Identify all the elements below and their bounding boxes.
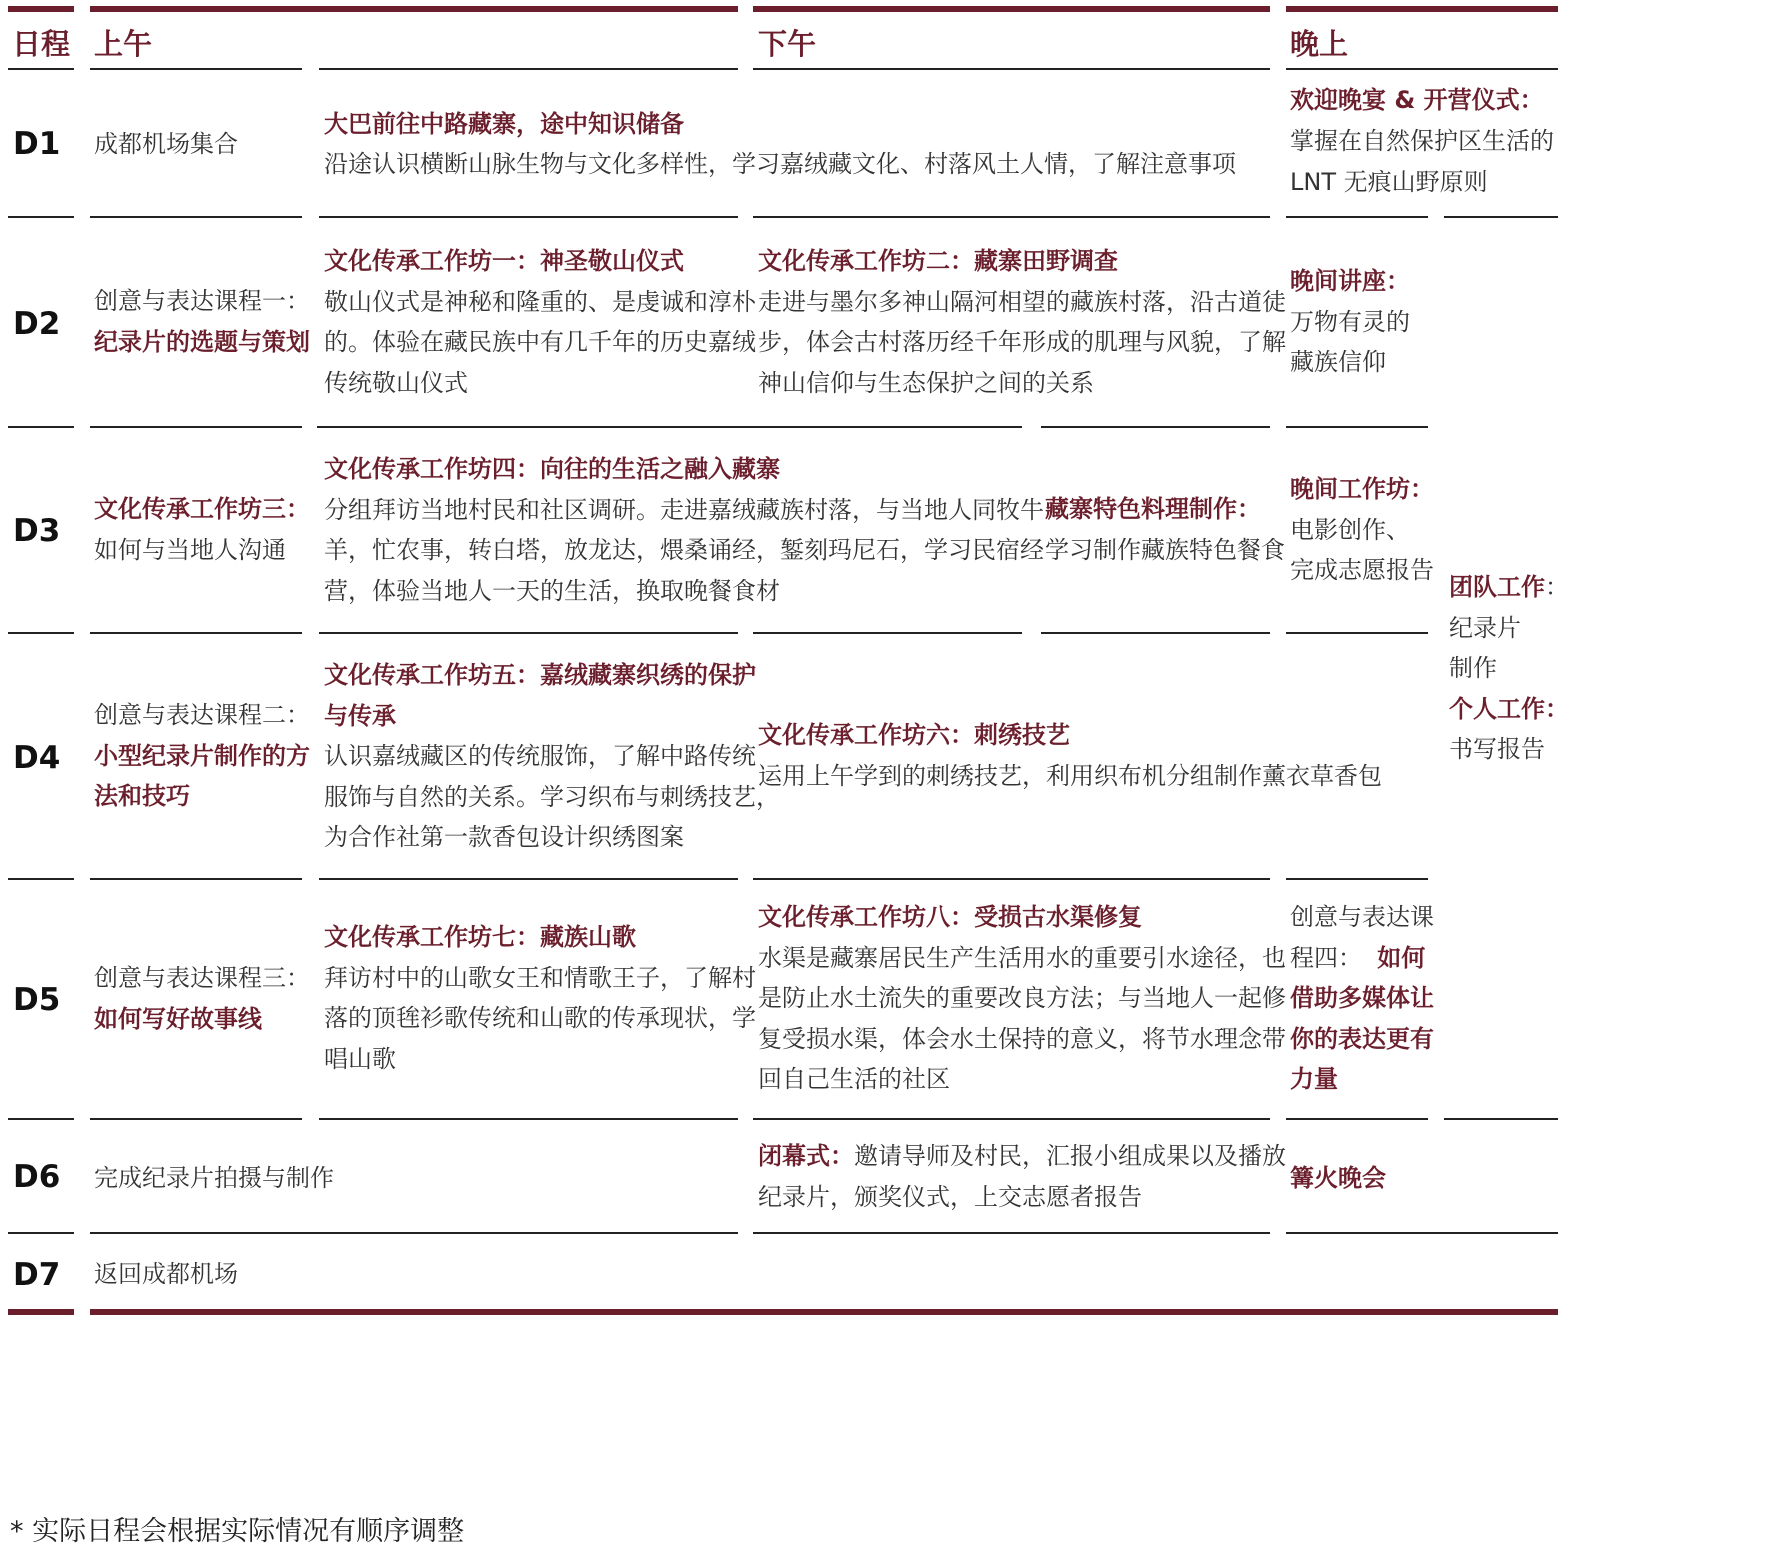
d1-rule-morning-b: [319, 216, 738, 218]
d1-morning: [94, 121, 238, 167]
d1-rule-evening-b: [1444, 216, 1558, 218]
d5-workshop7: [324, 917, 756, 1079]
d1-evening-title: 欢迎晚宴 & 开营仪式：: [1290, 86, 1544, 114]
top-rule-day: [8, 6, 74, 12]
d5-course-title: 如何写好故事线: [94, 1005, 262, 1033]
d2-evening: [1290, 261, 1410, 383]
d4-rule-morning-b: [319, 878, 738, 880]
d5-course: 创意与表达课程三：: [94, 964, 310, 992]
d3-rule-morning-b: [319, 632, 738, 634]
d1-trip-title: 大巴前往中路藏寨，途中知识储备: [324, 110, 684, 138]
header-rule-day: [8, 68, 74, 70]
day-label-d4: D4: [13, 740, 61, 776]
header-day: 日程: [12, 27, 71, 61]
d5-evening-line4: 你的表达更有: [1290, 1024, 1434, 1053]
d3-evening-line2: 完成志愿报告: [1290, 556, 1434, 584]
d2-evening-line2: 藏族信仰: [1290, 348, 1386, 376]
d1-trip-desc: 沿途认识横断山脉生物与文化多样性，学习嘉绒藏文化、村落风土人情，了解注意事项: [324, 150, 1236, 178]
day-label-d6: D6: [13, 1159, 61, 1195]
top-rule-afternoon: [753, 6, 1270, 12]
d2-rule-morning-b: [317, 426, 1022, 428]
header-rule-evening: [1286, 68, 1558, 70]
d5-evening: [1290, 897, 1434, 1100]
d4-course-line2: 法和技巧: [94, 782, 190, 810]
d5-ws8-title: 文化传承工作坊八：受损古水渠修复: [758, 903, 1142, 931]
d6-closing-line2: 纪录片，颁奖仪式，上交志愿者报告: [758, 1182, 1142, 1211]
d5-rule-morning-a: [90, 1118, 302, 1120]
d4-morning: [94, 695, 310, 817]
d6-evening: [1290, 1155, 1386, 1201]
d2-course: 创意与表达课程一：: [94, 287, 310, 315]
d1-evening: [1290, 80, 1554, 203]
personal-work-title: 个人工作：: [1449, 694, 1569, 723]
d1-trip: [324, 101, 1236, 187]
d1-rule-morning-a: [90, 216, 302, 218]
d5-ws7-title: 文化传承工作坊七：藏族山歌: [324, 923, 636, 951]
d4-ws6-desc: 运用上午学到的刺绣技艺，利用织布机分组制作薰衣草香包: [758, 762, 1382, 790]
d5-ws8-line4: 回自己生活的社区: [758, 1065, 950, 1093]
d3-rule-afternoon-a: [753, 632, 1022, 634]
d6-closing: [758, 1136, 1286, 1217]
top-rule-evening: [1286, 6, 1558, 12]
d2-workshop2: [758, 241, 1286, 403]
d5-rule-afternoon: [753, 1118, 1270, 1120]
d1-rule-evening-a: [1286, 216, 1428, 218]
d4-ws5-line2: 服饰与自然的关系。学习织布与刺绣技艺，: [324, 782, 780, 811]
d7-morning: [94, 1251, 238, 1297]
d2-ws2-line1: 走进与墨尔多神山隔河相望的藏族村落，沿古道徒: [758, 287, 1286, 316]
d2-workshop1: [324, 241, 756, 403]
d5-rule-morning-b: [319, 1118, 738, 1120]
d5-morning: [94, 958, 310, 1040]
bottom-rule-day: [8, 1309, 74, 1315]
header-afternoon: 下午: [758, 27, 817, 61]
d5-ws8-line1: 水渠是藏寨居民生产生活用水的重要引水途径，也: [758, 943, 1286, 972]
footnote: * 实际日程会根据实际情况有顺序调整: [10, 1516, 465, 1547]
personal-work-desc: 书写报告: [1449, 735, 1545, 763]
d5-evening-line1: 创意与表达课: [1290, 903, 1434, 931]
d6-closing-line1: 邀请导师及村民，汇报小组成果以及播放: [854, 1142, 1286, 1170]
d6-rule-morning: [90, 1232, 738, 1234]
d2-ws2-title: 文化传承工作坊二：藏寨田野调查: [758, 247, 1118, 275]
d4-ws6-title: 文化传承工作坊六：刺绣技艺: [758, 721, 1070, 749]
d4-rule-afternoon: [753, 878, 1270, 880]
d4-rule-morning-a: [90, 878, 302, 880]
d6-rule-evening: [1286, 1232, 1558, 1234]
team-work-title: 团队工作: [1449, 573, 1545, 601]
d6-closing-title: 闭幕式：: [758, 1142, 854, 1170]
d2-rule-morning-a: [90, 426, 302, 428]
d2-ws1-title: 文化传承工作坊一：神圣敬山仪式: [324, 247, 684, 275]
d5-evening-line2a: 程四：: [1290, 943, 1362, 972]
d6-morning: [94, 1155, 334, 1201]
team-work-line1: 纪录片: [1449, 613, 1521, 642]
d3-rule-evening: [1286, 632, 1428, 634]
d2-ws2-line3: 神山信仰与生态保护之间的关系: [758, 368, 1094, 397]
d3-workshop4: [324, 449, 1044, 611]
d4-ws5-title-line1: 文化传承工作坊五：嘉绒藏寨织绣的保护: [324, 661, 756, 689]
d3-rule-day: [8, 632, 74, 634]
d2-morning: [94, 281, 310, 363]
header-rule-afternoon: [753, 68, 1270, 70]
d3-evening-line1: 电影创作、: [1290, 515, 1410, 544]
d5-evening-line5: 力量: [1290, 1065, 1338, 1093]
d4-ws5-title-line2: 与传承: [324, 701, 396, 730]
d3-food-desc: 学习制作藏族特色餐食: [1045, 536, 1285, 564]
d3-ws3-title: 文化传承工作坊三：: [94, 495, 310, 523]
d6-evening-text: 篝火晚会: [1290, 1164, 1386, 1192]
d4-rule-day: [8, 878, 74, 880]
d5-ws8-line2: 是防止水土流失的重要改良方法；与当地人一起修: [758, 984, 1286, 1012]
day-label-d3: D3: [13, 513, 61, 549]
d5-evening-line3: 借助多媒体让: [1290, 984, 1434, 1012]
d1-evening-line2: LNT 无痕山野原则: [1290, 168, 1488, 196]
d5-evening-line2b: 如何: [1377, 943, 1426, 972]
d6-rule-day: [8, 1232, 74, 1234]
team-work-colon: ：: [1545, 573, 1569, 601]
d3-evening: [1290, 469, 1434, 591]
day-label-d2: D2: [13, 306, 61, 342]
d3-morning: [94, 489, 310, 571]
d4-workshop6: [758, 715, 1382, 797]
header-evening: 晚上: [1290, 27, 1349, 61]
header-morning: 上午: [94, 27, 153, 61]
header-rule-morning-a: [90, 68, 302, 70]
d5-ws7-line3: 唱山歌: [324, 1044, 396, 1073]
d4-rule-evening: [1286, 878, 1428, 880]
header-rule-morning-b: [319, 68, 738, 70]
d1-rule-afternoon: [753, 216, 1270, 218]
d2-ws1-line3: 传统敬山仪式: [324, 368, 468, 397]
d2-rule-evening: [1286, 426, 1428, 428]
d3-rule-afternoon-b: [1041, 632, 1270, 634]
d3-ws4-line1: 分组拜访当地村民和社区调研。走进嘉绒藏族村落，与当地人同牧牛: [324, 495, 1044, 524]
d2-ws1-line2: 的。体验在藏民族中有几千年的历史嘉绒: [324, 328, 756, 356]
d1-evening-line1: 掌握在自然保护区生活的: [1290, 127, 1554, 155]
d3-food: [1045, 489, 1285, 571]
top-rule-morning: [90, 6, 738, 12]
d7-morning-text: 返回成都机场: [94, 1260, 238, 1288]
d4-ws5-line3: 为合作社第一款香包设计织绣图案: [324, 823, 684, 851]
d5-rule-evening-a: [1286, 1118, 1428, 1120]
day-label-d5: D5: [13, 982, 61, 1018]
d6-rule-afternoon: [753, 1232, 1270, 1234]
d2-evening-title: 晚间讲座：: [1290, 267, 1410, 295]
day-label-d7: D7: [13, 1257, 61, 1293]
d3-rule-morning-a: [90, 632, 302, 634]
d2-evening-line1: 万物有灵的: [1290, 307, 1410, 336]
d3-evening-title: 晚间工作坊：: [1290, 475, 1434, 503]
d5-ws8-line3: 复受损水渠，体会水土保持的意义，将节水理念带: [758, 1024, 1286, 1053]
d2-ws1-line1: 敬山仪式是神秘和隆重的、是虔诚和淳朴: [324, 287, 756, 316]
day-label-d1: D1: [13, 126, 61, 162]
d5-rule-evening-b: [1444, 1118, 1558, 1120]
team-work-line2: 制作: [1449, 654, 1497, 682]
d5-workshop8: [758, 897, 1286, 1100]
d4-course: 创意与表达课程二：: [94, 701, 310, 729]
d5-ws7-line1: 拜访村中的山歌女王和情歌王子，了解村: [324, 963, 756, 992]
d2-rule-afternoon: [1041, 426, 1270, 428]
d3-ws4-line3: 营，体验当地人一天的生活，换取晚餐食材: [324, 576, 780, 605]
d1-rule-day: [8, 216, 74, 218]
d3-ws4-title: 文化传承工作坊四：向往的生活之融入藏寨: [324, 455, 780, 483]
bottom-rule-main: [90, 1309, 1558, 1315]
d2-ws2-line2: 步，体会古村落历经千年形成的肌理与风貌，了解: [758, 328, 1286, 356]
d4-ws5-line1: 认识嘉绒藏区的传统服饰，了解中路传统: [324, 742, 756, 770]
team-work: [1449, 567, 1569, 770]
d4-workshop5: [324, 655, 780, 858]
d6-morning-text: 完成纪录片拍摄与制作: [94, 1164, 334, 1192]
d1-morning-text: 成都机场集合: [94, 130, 238, 158]
d2-course-title: 纪录片的选题与策划: [94, 328, 310, 356]
d5-rule-day: [8, 1118, 74, 1120]
d4-course-line1: 小型纪录片制作的方: [94, 741, 310, 770]
d3-ws4-line2: 羊，忙农事，转白塔，放龙达，煨桑诵经，錾刻玛尼石，学习民宿经: [324, 536, 1044, 564]
d3-food-title: 藏寨特色料理制作：: [1045, 495, 1261, 523]
d3-ws3-desc: 如何与当地人沟通: [94, 536, 286, 564]
d5-ws7-line2: 落的顶毪衫歌传统和山歌的传承现状，学: [324, 1004, 756, 1032]
d2-rule-day: [8, 426, 74, 428]
